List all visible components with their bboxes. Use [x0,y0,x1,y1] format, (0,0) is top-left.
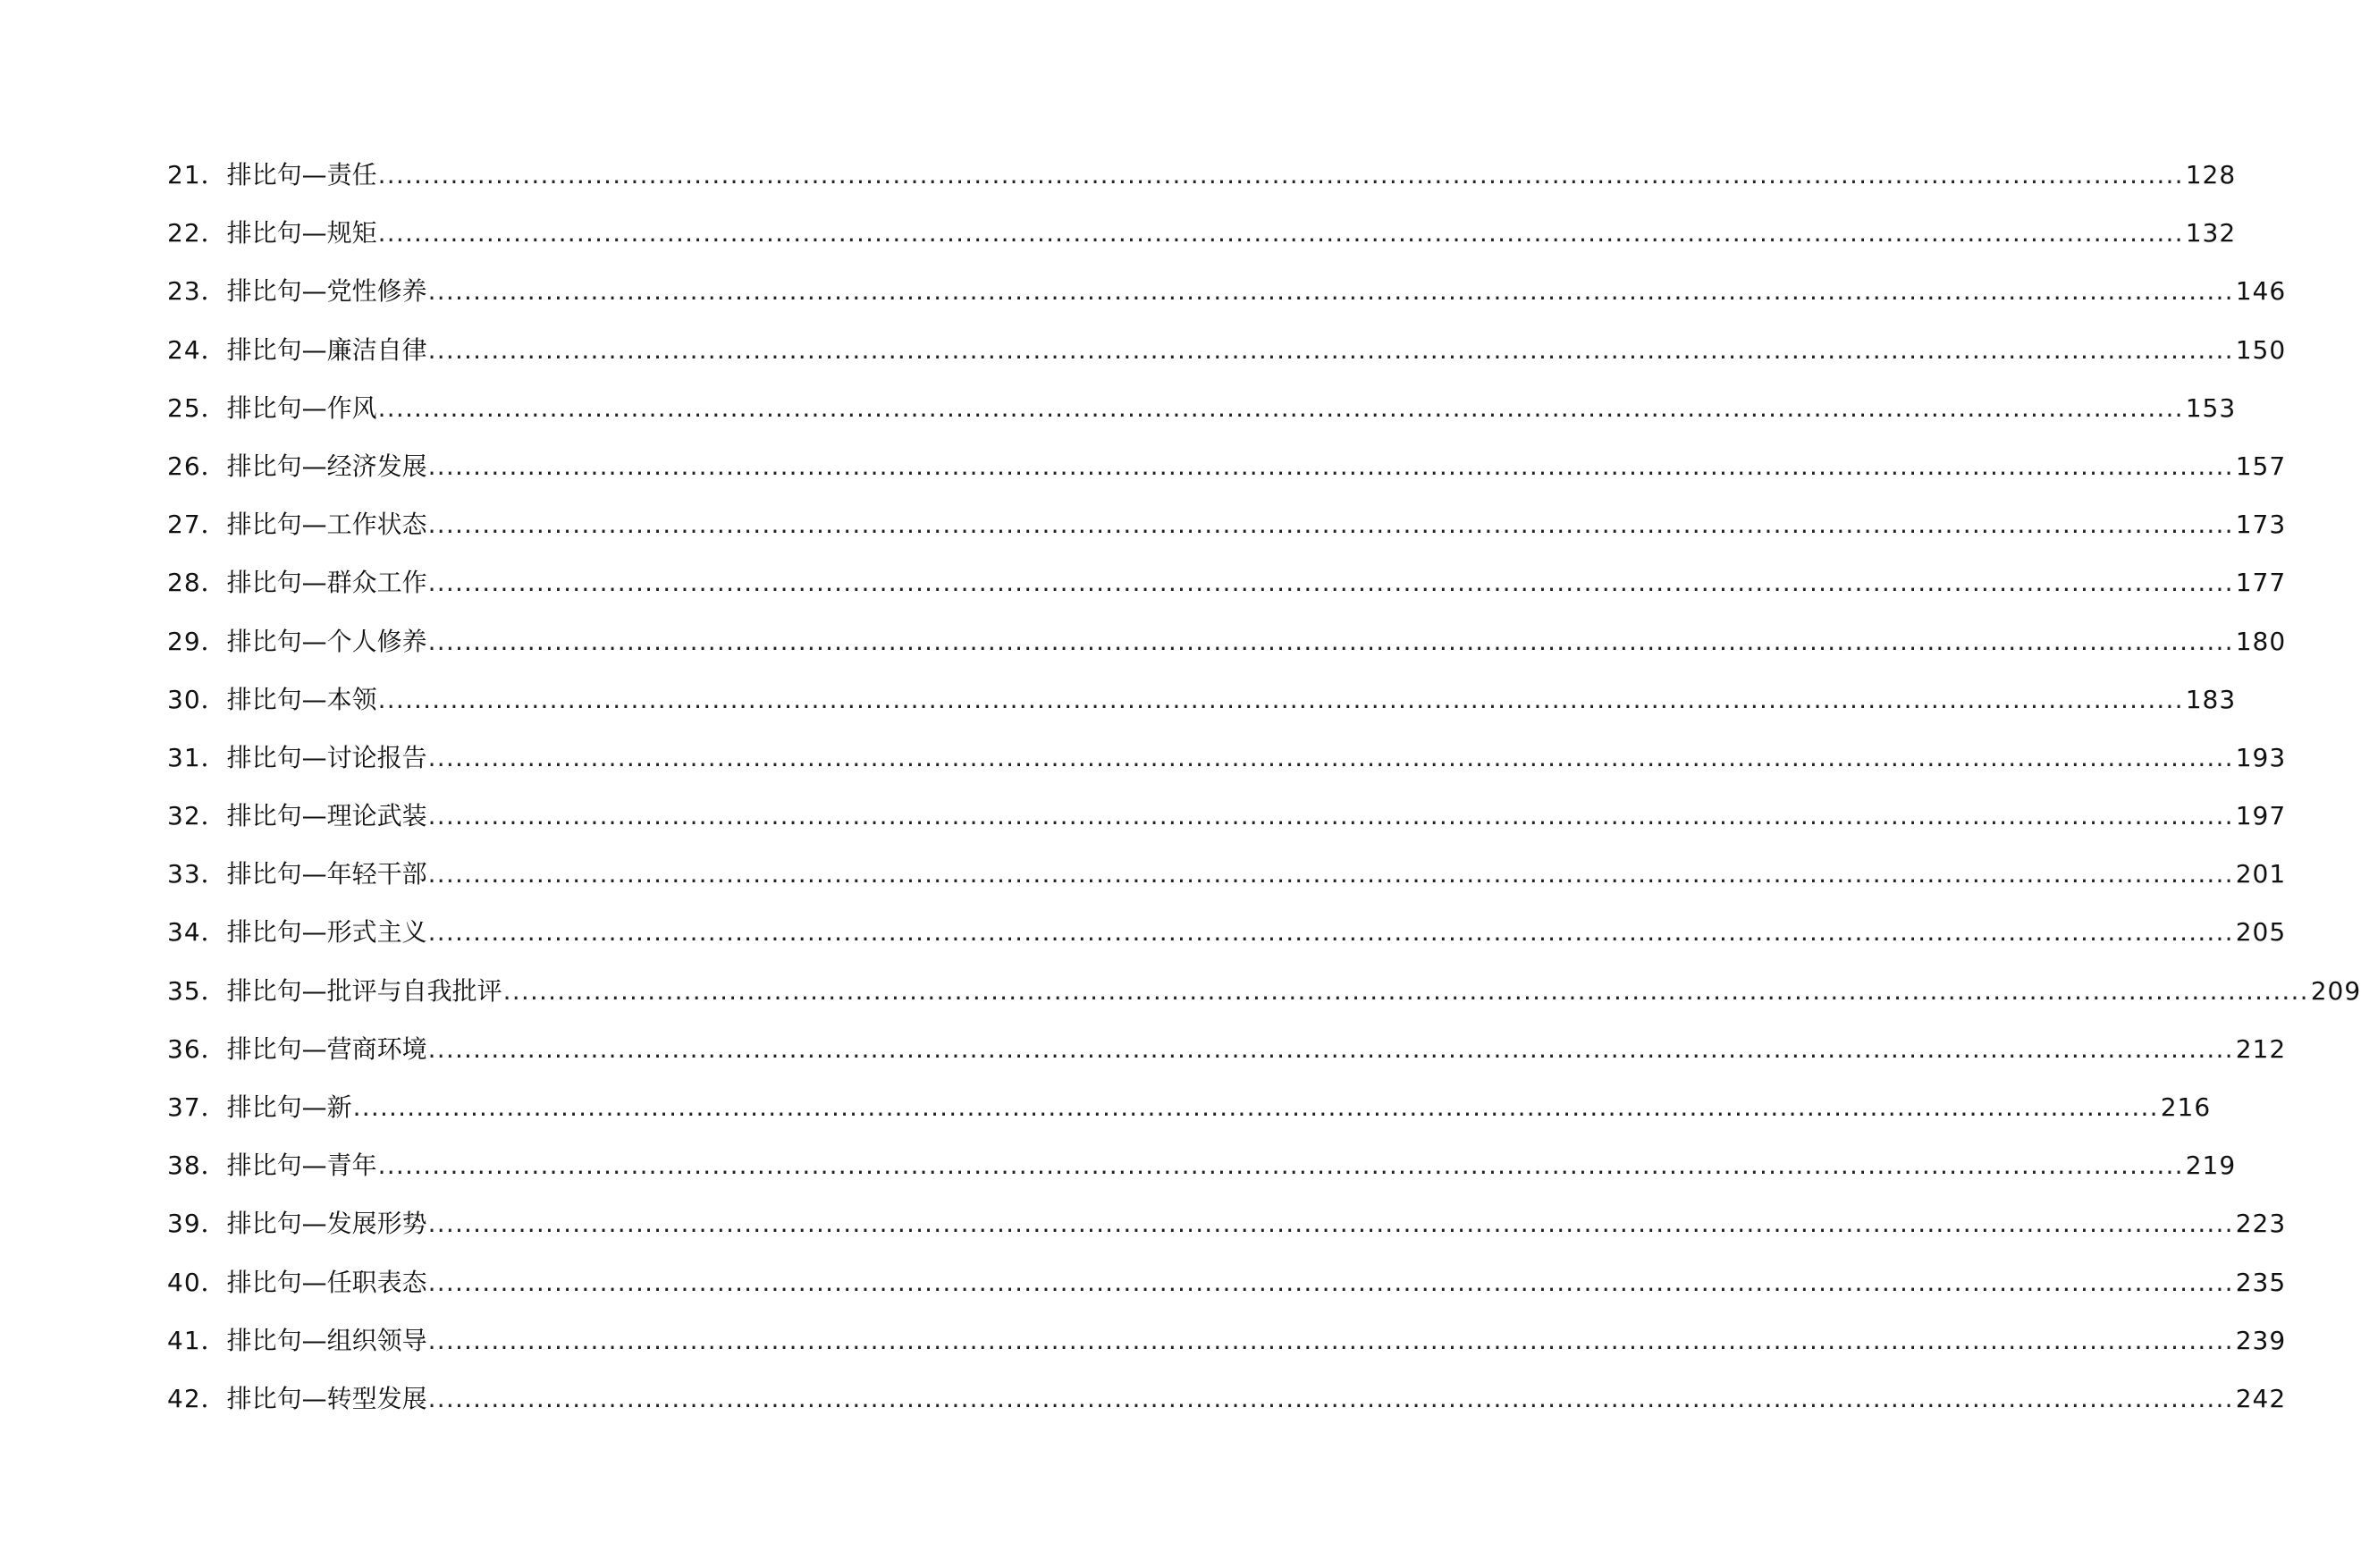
entry-number: 31． [167,742,227,772]
dot-leader: ........................................................................................................................................................................................................ [427,334,2234,365]
entry-page-number: 205 [2235,917,2287,948]
entry-number: 25． [167,392,227,423]
toc-entry[interactable] [167,500,2287,558]
entry-title: 排比句—营商环境 [226,1033,427,1064]
toc-entry[interactable] [167,266,2287,325]
entry-title: 排比句—本领 [226,684,377,714]
dot-leader: ........................................................................................................................................................................................................ [377,392,2184,423]
entry-number: 26． [167,451,227,481]
toc-entry[interactable] [167,1316,2287,1374]
entry-number: 23． [167,276,227,307]
entry-number: 40． [167,1267,227,1297]
toc-entry[interactable] [167,1024,2287,1083]
entry-number: 33． [167,859,227,889]
toc-entry[interactable] [167,791,2287,849]
entry-number: 34． [167,917,227,948]
entry-number: 28． [167,568,227,598]
entry-number: 38． [167,1151,227,1181]
entry-page-number: 180 [2235,626,2287,656]
dot-leader: ........................................................................................................................................................................................................ [377,684,2184,714]
entry-page-number: 128 [2185,160,2237,190]
toc-entry[interactable] [167,907,2287,965]
toc-entry[interactable] [167,1258,2287,1316]
entry-title: 排比句—廉洁自律 [226,334,427,365]
dot-leader: ........................................................................................................................................................................................................ [377,218,2184,249]
entry-title: 排比句—责任 [226,160,377,190]
dot-leader: ........................................................................................................................................................................................................ [427,1325,2234,1355]
dot-leader: ........................................................................................................................................................................................................ [502,975,2309,1006]
entry-number: 27． [167,510,227,540]
dot-leader: ........................................................................................................................................................................................................ [427,1267,2234,1297]
dot-leader: ........................................................................................................................................................................................................ [427,276,2234,307]
entry-page-number: 157 [2235,451,2287,481]
entry-title: 排比句—批评与自我批评 [226,975,502,1006]
table-of-contents [167,150,2361,1432]
entry-page-number: 223 [2235,1209,2287,1239]
dot-leader: ........................................................................................................................................................................................................ [427,1209,2234,1239]
entry-title: 排比句—工作状态 [226,510,427,540]
entry-number: 32． [167,801,227,831]
toc-entry[interactable] [167,1083,2212,1141]
dot-leader: ........................................................................................................................................................................................................ [377,1151,2184,1181]
toc-entry[interactable] [167,384,2237,442]
dot-leader: ........................................................................................................................................................................................................ [427,626,2234,656]
entry-page-number: 183 [2185,684,2237,714]
dot-leader: ........................................................................................................................................................................................................ [427,451,2234,481]
entry-page-number: 132 [2185,218,2237,249]
toc-entry[interactable] [167,442,2287,500]
toc-entry[interactable] [167,733,2287,791]
entry-page-number: 193 [2235,742,2287,772]
dot-leader: ........................................................................................................................................................................................................ [427,801,2234,831]
entry-page-number: 177 [2235,568,2287,598]
dot-leader: ........................................................................................................................................................................................................ [377,160,2184,190]
entry-title: 排比句—理论武装 [226,801,427,831]
dot-leader: ........................................................................................................................................................................................................ [427,859,2234,889]
dot-leader: ........................................................................................................................................................................................................ [427,510,2234,540]
entry-page-number: 219 [2185,1151,2237,1181]
dot-leader: ........................................................................................................................................................................................................ [427,1383,2234,1413]
entry-title: 排比句—年轻干部 [226,859,427,889]
dot-leader: ........................................................................................................................................................................................................ [352,1092,2159,1122]
toc-entry[interactable] [167,558,2287,616]
entry-title: 排比句—党性修养 [226,276,427,307]
entry-title: 排比句—组织领导 [226,1325,427,1355]
entry-title: 排比句—新 [226,1092,352,1122]
entry-page-number: 153 [2185,392,2237,423]
entry-number: 24． [167,334,227,365]
entry-number: 30． [167,684,227,714]
entry-page-number: 201 [2235,859,2287,889]
toc-entry[interactable] [167,617,2287,675]
entry-title: 排比句—作风 [226,392,377,423]
entry-number: 39． [167,1209,227,1239]
entry-number: 22． [167,218,227,249]
entry-title: 排比句—任职表态 [226,1267,427,1297]
entry-title: 排比句—群众工作 [226,568,427,598]
entry-title: 排比句—个人修养 [226,626,427,656]
entry-title: 排比句—讨论报告 [226,742,427,772]
toc-entry[interactable] [167,966,2361,1024]
entry-title: 排比句—形式主义 [226,917,427,948]
toc-entry[interactable] [167,1374,2287,1432]
toc-entry[interactable] [167,150,2237,208]
entry-page-number: 216 [2160,1092,2212,1122]
toc-entry[interactable] [167,675,2237,733]
entry-page-number: 239 [2235,1325,2287,1355]
entry-title: 排比句—发展形势 [226,1209,427,1239]
entry-page-number: 146 [2235,276,2287,307]
entry-number: 37． [167,1092,227,1122]
toc-entry[interactable] [167,1141,2237,1199]
dot-leader: ........................................................................................................................................................................................................ [427,742,2234,772]
toc-entry[interactable] [167,325,2287,384]
entry-page-number: 173 [2235,510,2287,540]
toc-entry[interactable] [167,849,2287,907]
dot-leader: ........................................................................................................................................................................................................ [427,568,2234,598]
toc-entry[interactable] [167,208,2237,266]
entry-title: 排比句—经济发展 [226,451,427,481]
dot-leader: ........................................................................................................................................................................................................ [427,1033,2234,1064]
entry-page-number: 209 [2310,975,2361,1006]
entry-title: 排比句—转型发展 [226,1383,427,1413]
entry-page-number: 197 [2235,801,2287,831]
entry-number: 42． [167,1383,227,1413]
entry-page-number: 150 [2235,334,2287,365]
entry-number: 35． [167,975,227,1006]
toc-entry[interactable] [167,1199,2287,1257]
entry-page-number: 212 [2235,1033,2287,1064]
entry-number: 36． [167,1033,227,1064]
entry-number: 21． [167,160,227,190]
entry-title: 排比句—规矩 [226,218,377,249]
entry-number: 41． [167,1325,227,1355]
entry-title: 排比句—青年 [226,1151,377,1181]
entry-page-number: 242 [2235,1383,2287,1413]
entry-number: 29． [167,626,227,656]
dot-leader: ........................................................................................................................................................................................................ [427,917,2234,948]
entry-page-number: 235 [2235,1267,2287,1297]
